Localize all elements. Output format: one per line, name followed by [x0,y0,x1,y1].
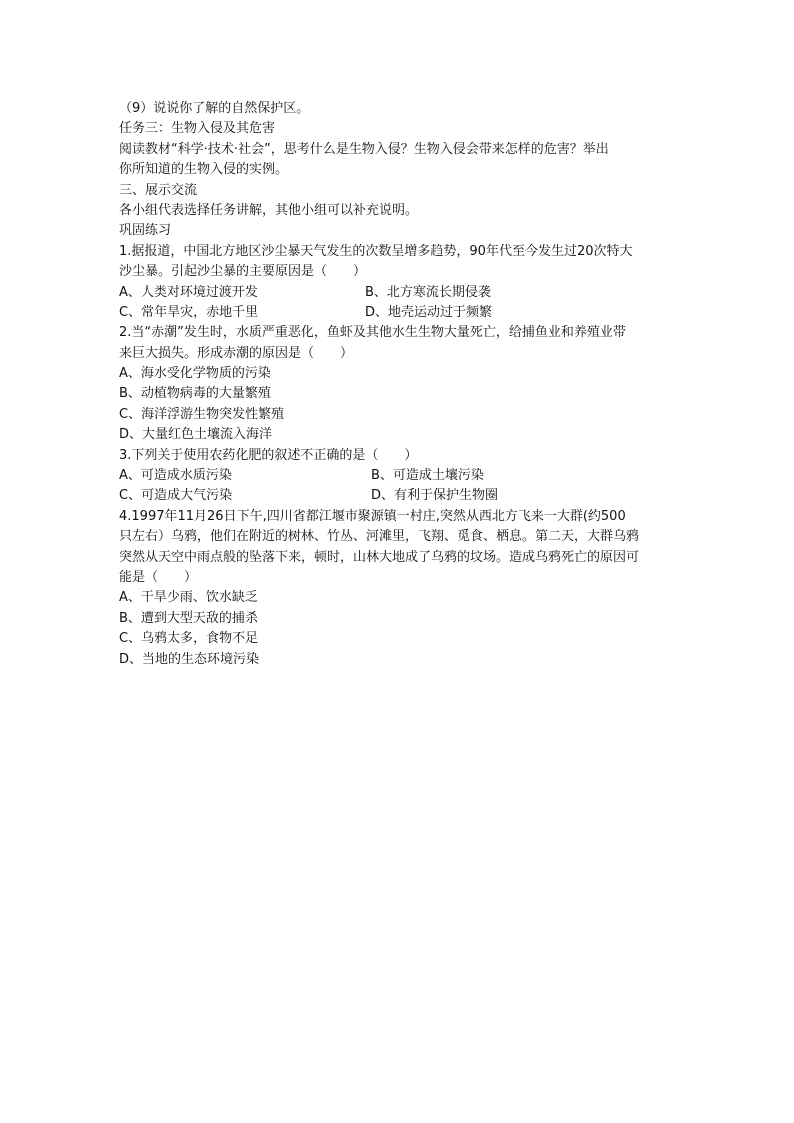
question-3-line-1: 3.下列关于使用农药化肥的叙述不正确的是（ ） [119,447,418,463]
q1-option-c: C、常年旱灾，赤地千里 [119,304,259,320]
task3-body-line-1: 阅读教材“科学·技术·社会”，思考什么是生物入侵？生物入侵会带来怎样的危害？举出 [119,141,609,157]
q3-option-a: A、可造成水质污染 [119,468,232,484]
q2-option-d: D、大量红色土壤流入海洋 [119,427,273,443]
question-4-line-4: 能是（ ） [119,569,198,585]
q3-option-c: C、可造成大气污染 [119,488,233,504]
question-4-line-2: 只左右）乌鸦，他们在附近的树林、竹丛、河滩里，飞翔、觅食、栖息。第二天，大群乌鸦 [119,529,640,545]
question-1-line-1: 1.据报道，中国北方地区沙尘暴天气发生的次数呈增多趋势，90年代至今发生过20次特大 [119,243,633,259]
q3-option-d: D、有利于保护生物圈 [371,488,499,504]
q3-option-b: B、可造成土壤污染 [371,468,484,484]
item-9: （9）说说你了解的自然保护区。 [119,101,310,116]
question-4-line-1: 4.1997年11月26日下午,四川省都江堰市聚源镇一村庄,突然从西北方飞来一大群(约500 [119,508,626,524]
document-content [119,99,684,670]
question-2-line-2: 来巨大损失。形成赤潮的原因是（ ） [119,345,354,361]
question-1-options-row-2 [119,303,684,323]
q4-option-c: C、乌鸦太多，食物不足 [119,631,259,647]
q1-option-b: B、北方寒流长期侵袭 [365,284,491,300]
section3-body: 各小组代表选择任务讲解，其他小组可以补充说明。 [119,202,419,218]
q4-option-a: A、干旱少雨、饮水缺乏 [119,590,258,606]
question-1-line-2: 沙尘暴。引起沙尘暴的主要原因是（ ） [119,264,367,280]
question-4-line-3: 突然从天空中雨点般的坠落下来，顿时，山林大地成了乌鸦的坟场。造成乌鸦死亡的原因可 [119,549,640,565]
question-1-options-row-1 [119,283,684,303]
q1-option-a: A、人类对环境过渡开发 [119,284,258,300]
question-3-options-row-1 [119,466,684,486]
q2-option-c: C、海洋浮游生物突发性繁殖 [119,406,285,422]
practice-title: 巩固练习 [119,223,172,239]
question-3-options-row-2 [119,486,684,506]
task3-title: 任务三：生物入侵及其危害 [119,121,276,137]
task3-body-line-2: 你所知道的生物入侵的实例。 [119,162,289,178]
q2-option-b: B、动植物病毒的大量繁殖 [119,386,271,402]
q2-option-a: A、海水受化学物质的污染 [119,366,271,382]
section3-title: 三、展示交流 [119,182,198,198]
q4-option-b: B、遭到大型天敌的捕杀 [119,610,258,626]
question-2-line-1: 2.当“赤潮”发生时，水质严重恶化，鱼虾及其他水生生物大量死亡，给捕鱼业和养殖业带 [119,325,626,341]
q4-option-d: D、当地的生态环境污染 [119,651,260,667]
q1-option-d: D、地壳运动过于频繁 [365,304,493,320]
